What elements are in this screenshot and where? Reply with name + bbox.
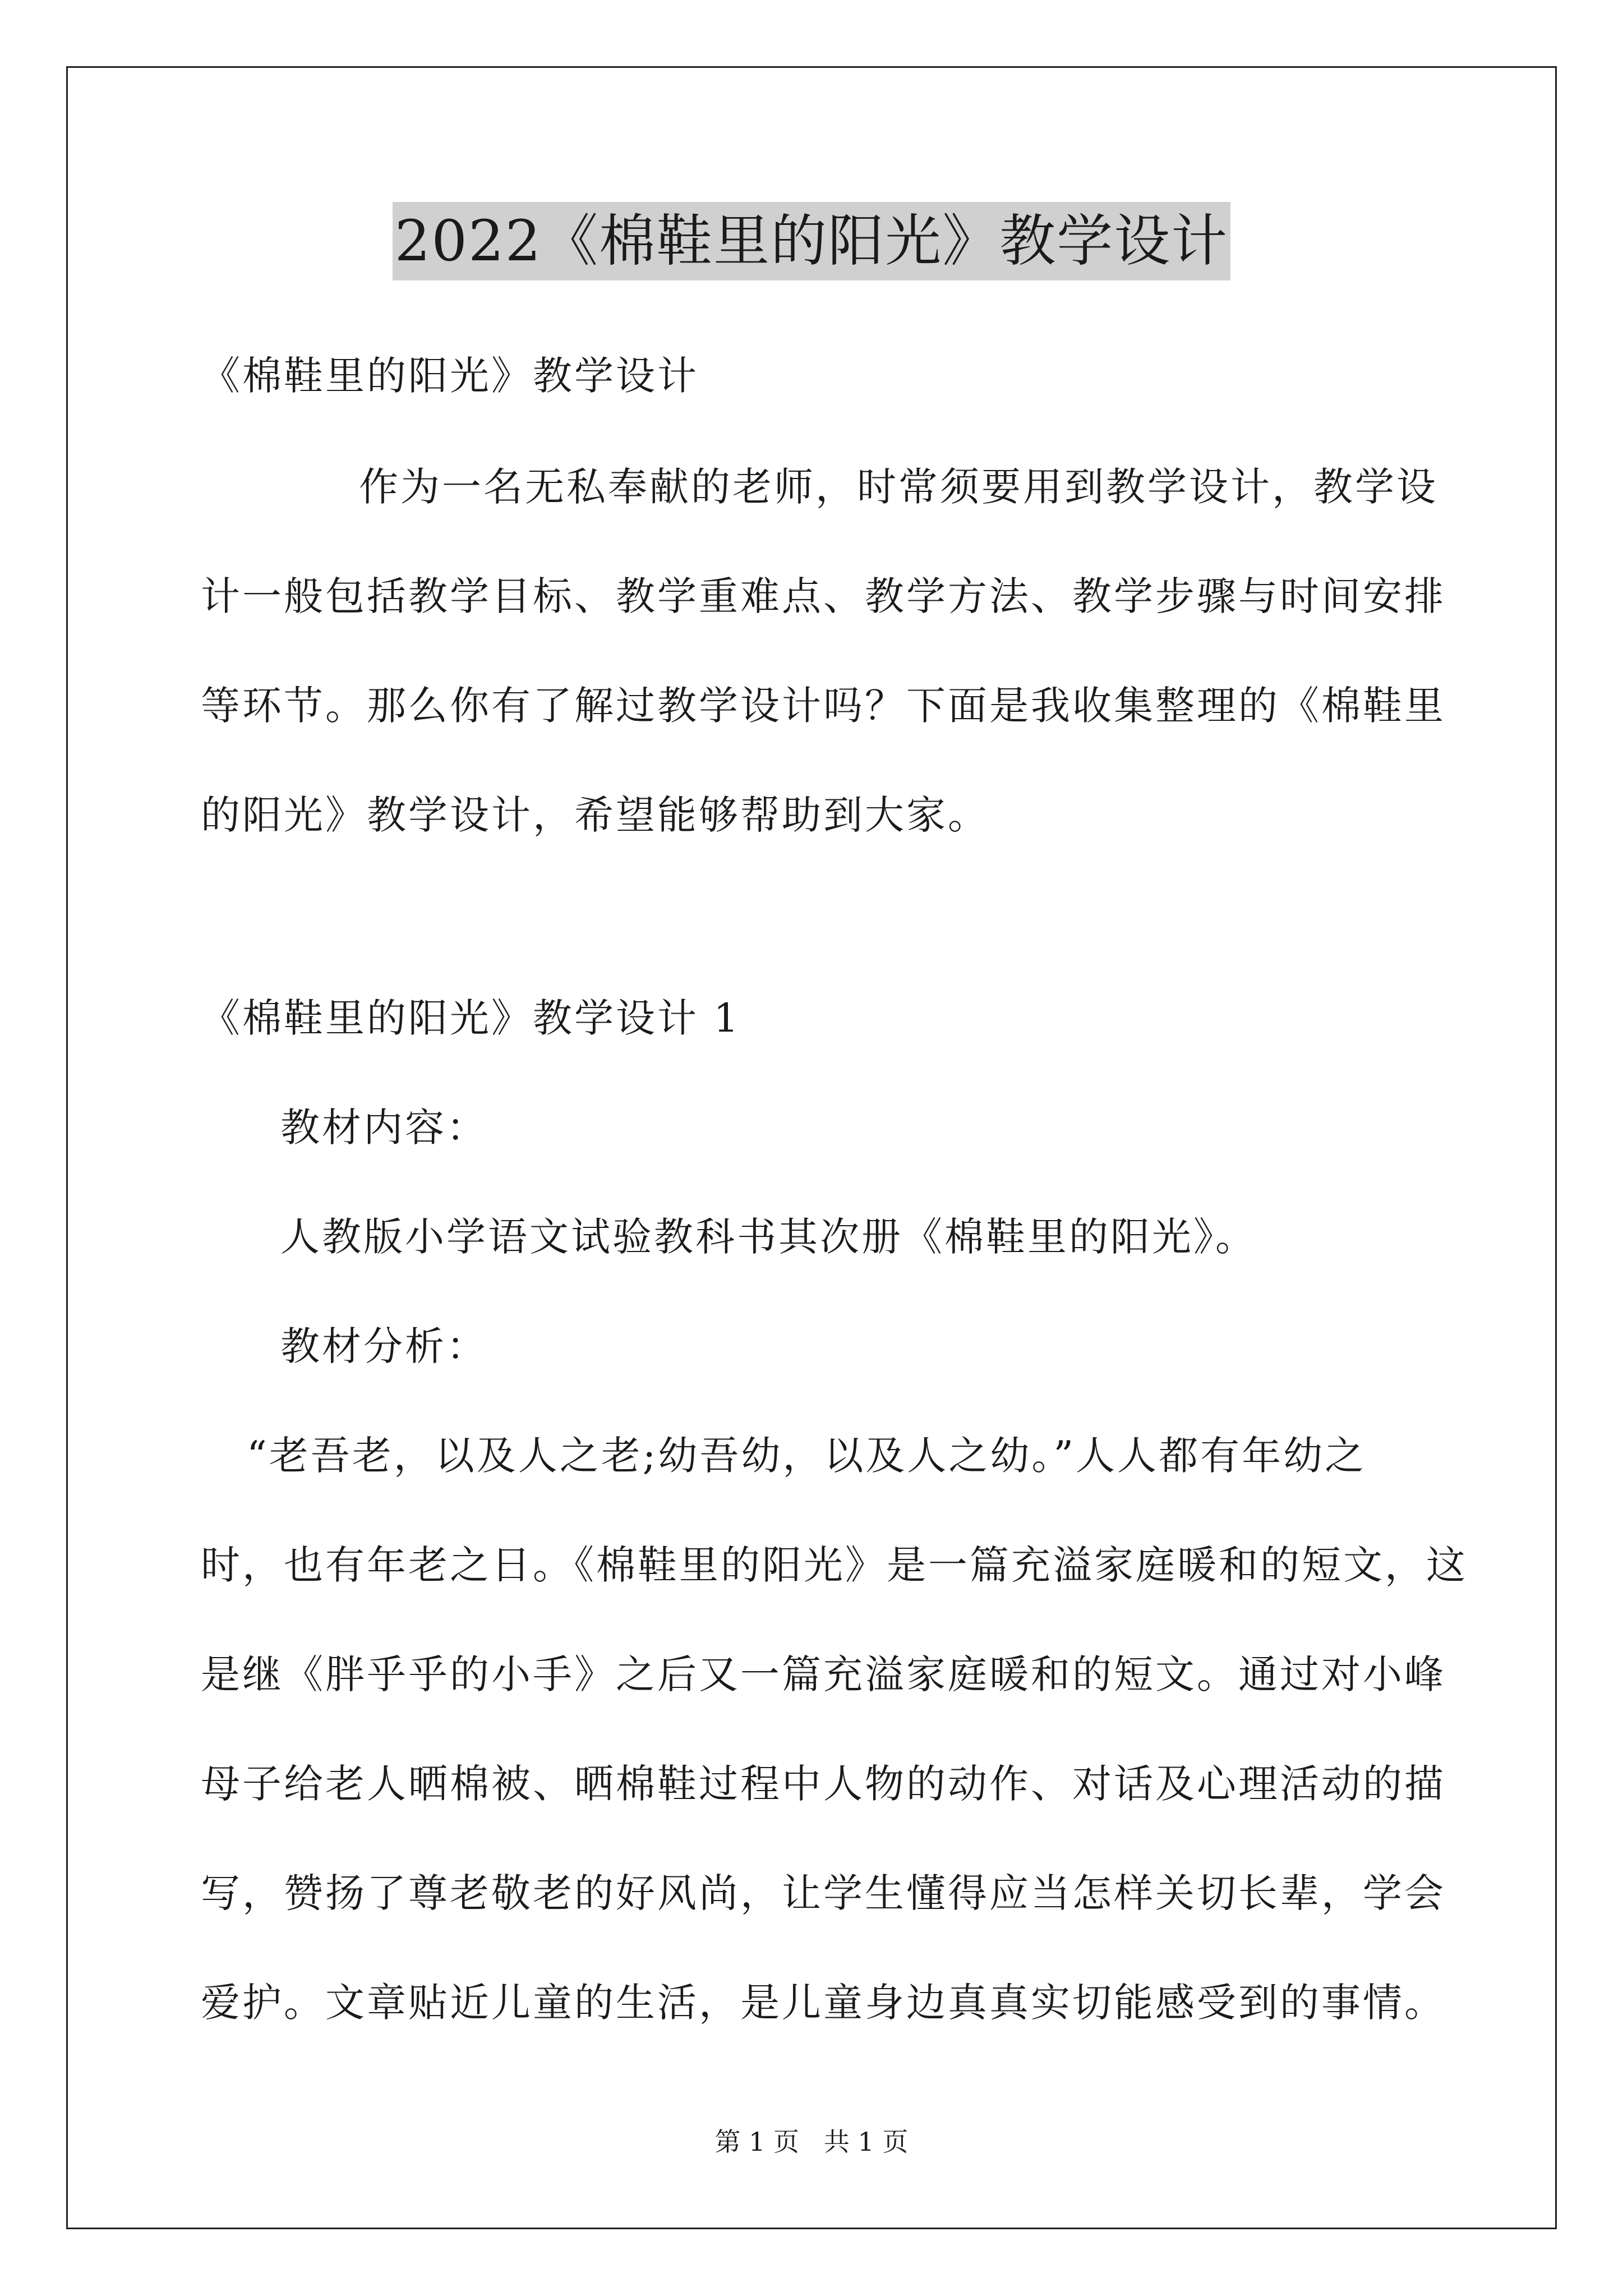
page-footer: 第 1 页 共 1 页	[714, 2127, 909, 2157]
analysis-line-6: 爱护。文章贴近儿童的生活，是儿童身边真真实切能感受到的事情。	[201, 1980, 1446, 2026]
analysis-line-4: 母子给老人晒棉被、晒棉鞋过程中人物的动作、对话及心理活动的描	[201, 1761, 1446, 1807]
section-heading: 《棉鞋里的阳光》教学设计 1	[201, 995, 741, 1041]
intro-line-4: 的阳光》教学设计，希望能够帮助到大家。	[201, 792, 989, 838]
intro-line-1: 作为一名无私奉献的老师，时常须要用到教学设计，教学设	[359, 464, 1438, 510]
title-container	[0, 202, 1623, 280]
analysis-line-3: 是继《胖乎乎的小手》之后又一篇充溢家庭暖和的短文。通过对小峰	[201, 1651, 1446, 1697]
material-label: 教材内容：	[280, 1105, 488, 1151]
material-text: 人教版小学语文试验教科书其次册《棉鞋里的阳光》。	[280, 1214, 1257, 1260]
analysis-line-2: 时，也有年老之日。《棉鞋里的阳光》是一篇充溢家庭暖和的短文，这	[201, 1542, 1468, 1588]
intro-line-3: 等环节。那么你有了解过教学设计吗？下面是我收集整理的《棉鞋里	[201, 683, 1446, 729]
intro-line-2: 计一般包括教学目标、教学重难点、教学方法、教学步骤与时间安排	[201, 573, 1446, 619]
analysis-line-1: “老吾老，以及人之老;幼吾幼，以及人之幼。”人人都有年幼之	[247, 1433, 1367, 1479]
document-title: 2022《棉鞋里的阳光》教学设计	[393, 202, 1231, 280]
analysis-line-5: 写，赞扬了尊老敬老的好风尚，让学生懂得应当怎样关切长辈，学会	[201, 1870, 1446, 1916]
analysis-label: 教材分析：	[280, 1323, 488, 1369]
document-subtitle: 《棉鞋里的阳光》教学设计	[201, 353, 699, 399]
